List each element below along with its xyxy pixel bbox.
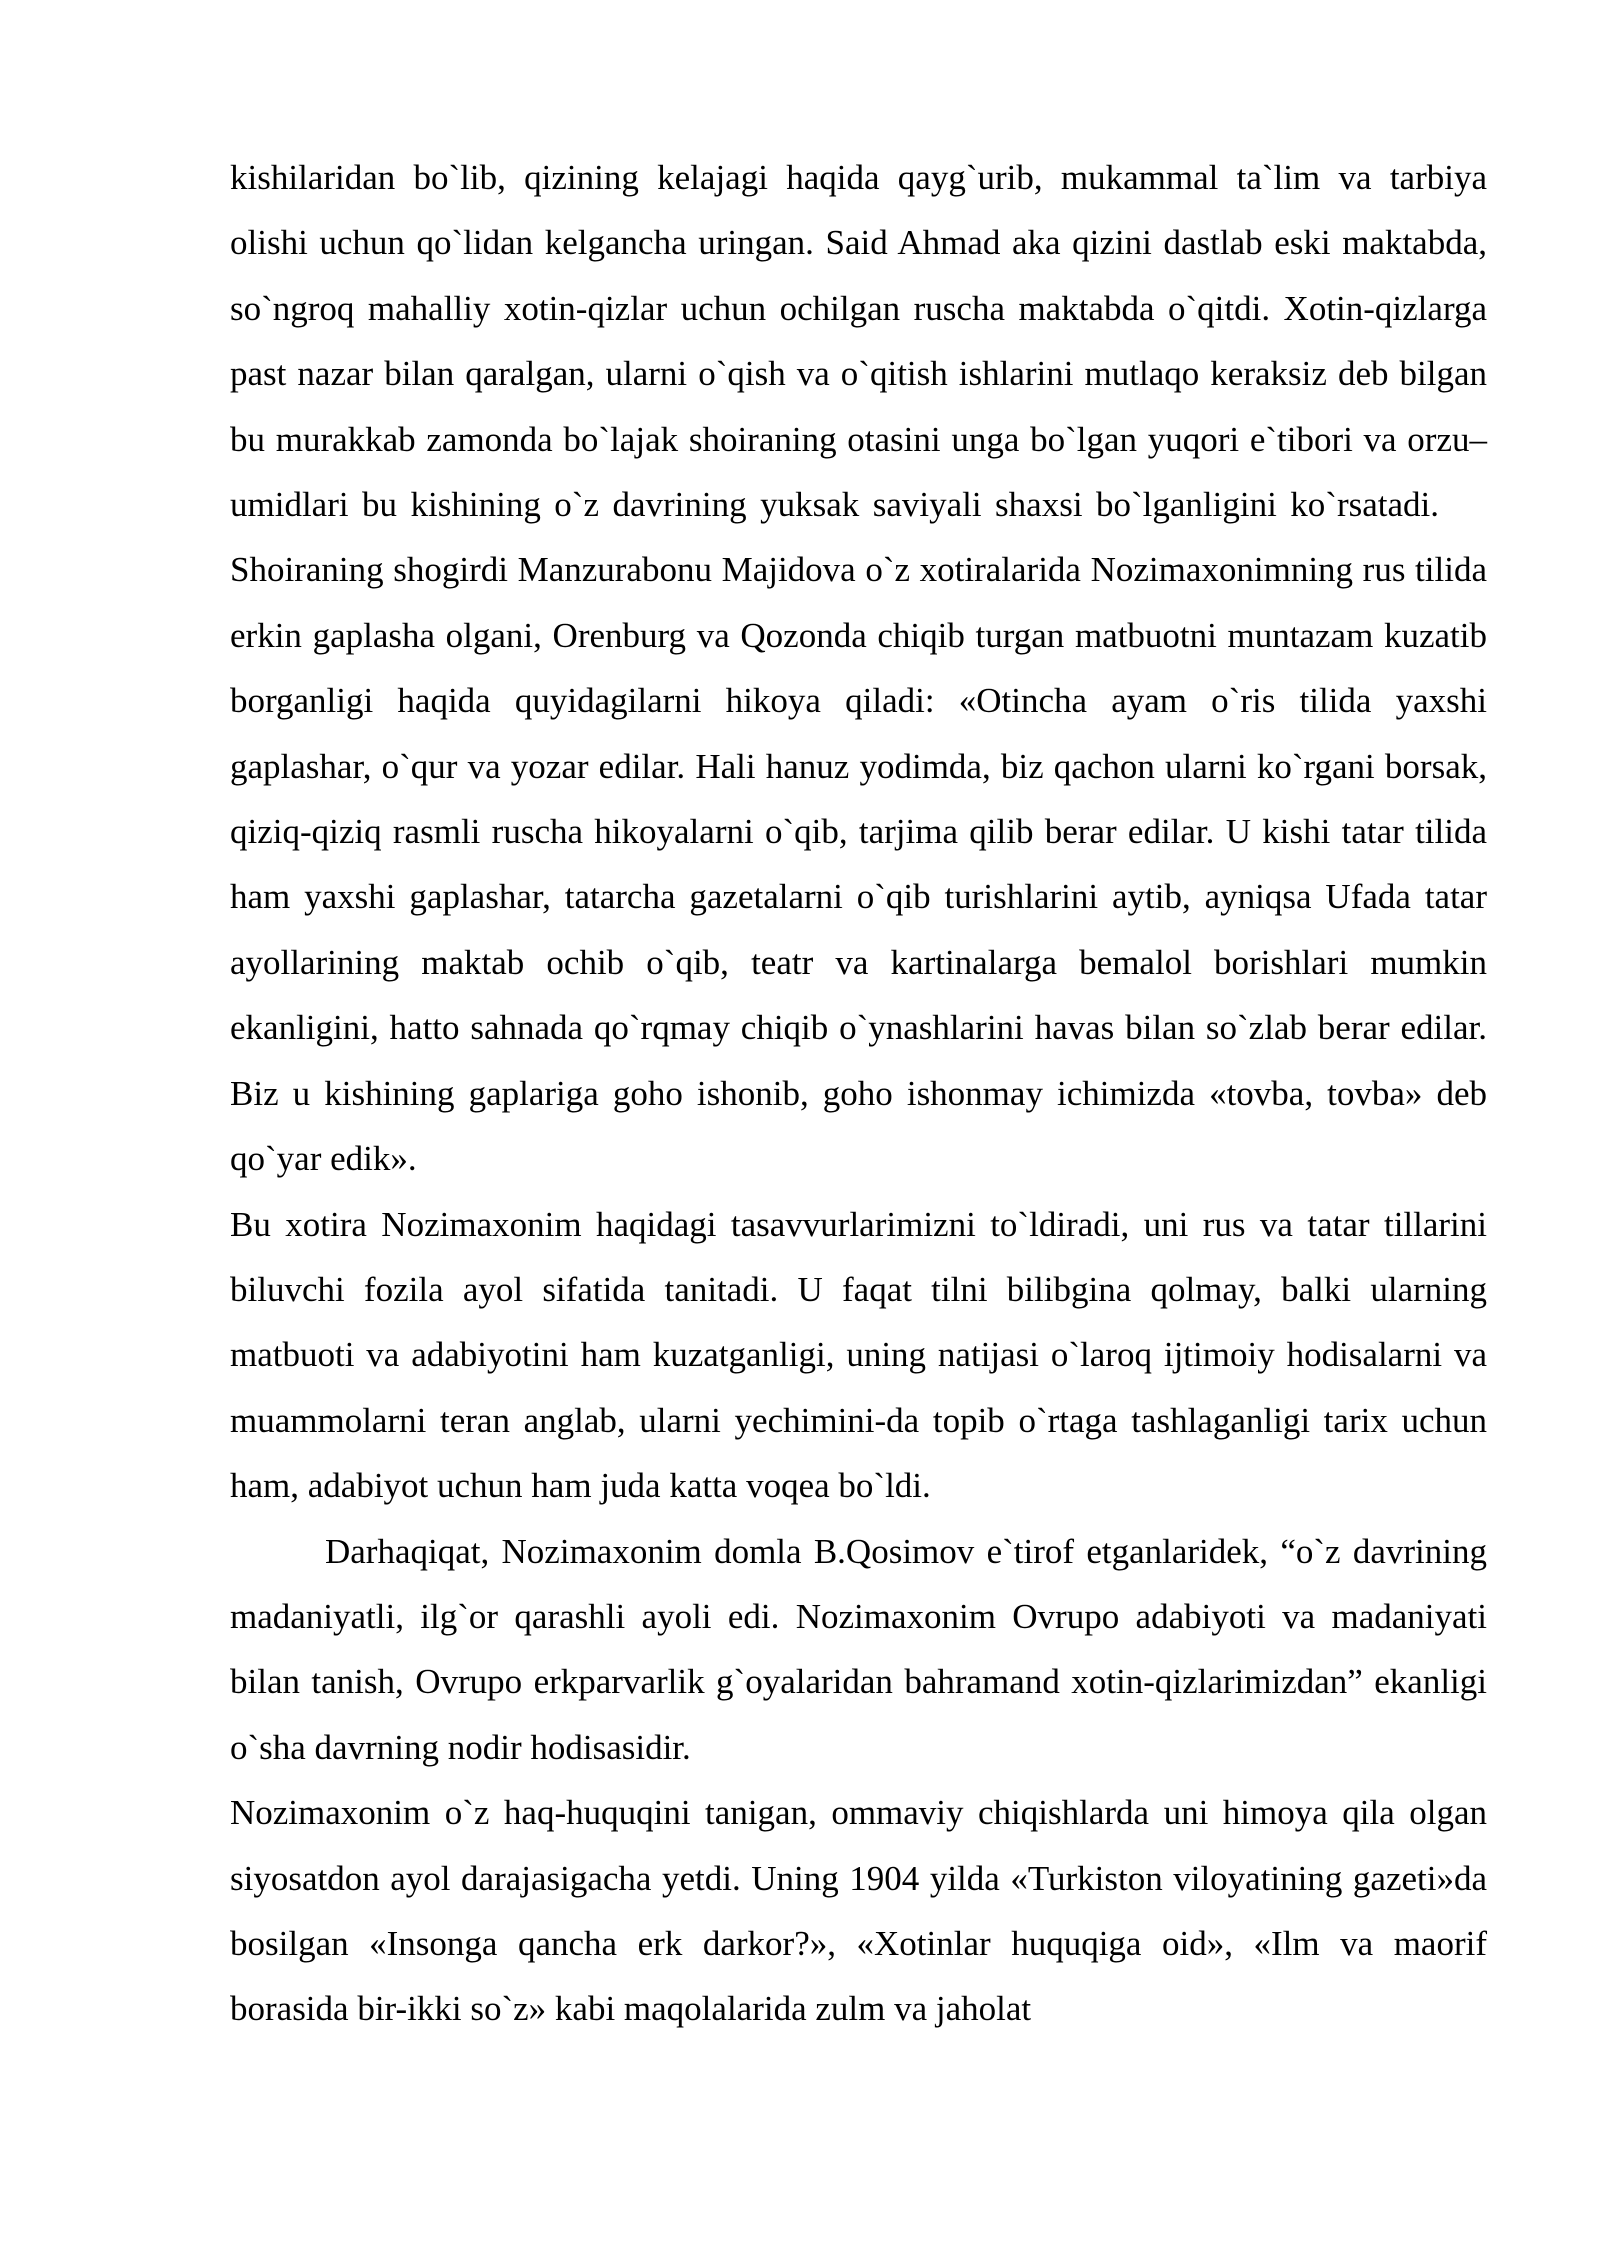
paragraph-3: Darhaqiqat, Nozimaxonim domla B.Qosimov e`tirof etganlaridek, “o`z davrining madaniyatli, ilg`or qarashli ayoli edi. Nozimaxonim Ovrupo adabiyoti va madaniyati bilan tanish, Ovrupo erkparvarlik g`oyalaridan bahramand xotin-qizlarimizdan” ekanligi o`sha davrning nodir hodisasidir. <box>230 1531 1487 1767</box>
document-page <box>230 145 1487 2042</box>
paragraph-1-part-a: kishilaridan bo`lib, qizining kelajagi haqida qayg`urib, mukammal ta`lim va tarbiya olishi uchun qo`lidan kelgancha uringan. Said Ahmad aka qizini dastlab eski maktabda, so`ngroq mahalliy xotin-qizlar uchun ochilgan ruscha maktabda o`qitdi. Xotin-qizlarga past nazar bilan qaralgan, ularni o`qish va o`qitish ishlarini mutlaqo keraksiz deb bilgan bu murakkab zamonda bo`lajak shoiraning otasini unga bo`lgan yuqori e`tibori va orzu–umidlari bu kishining o`z davrining yuksak saviyali shaxsi bo`lganligini ko`rsatadi. <box>230 158 1487 525</box>
paragraph-4: Nozimaxonim o`z haq-huquqini tanigan, ommaviy chiqishlarda uni himoya qila olgan siyosatdon ayol darajasigacha yetdi. Uning 1904 yilda «Turkiston viloyatining gazeti»da bosilgan «Insonga qancha erk darkor?», «Xotinlar huquqiga oid», «Ilm va maorif borasida bir-ikki so`z» kabi maqolalarida zulm va jaholat <box>230 1793 1487 2029</box>
paragraph-2: Bu xotira Nozimaxonim haqidagi tasavvurlarimizni to`ldiradi, uni rus va tatar tillarini biluvchi fozila ayol sifatida tanitadi. U faqat tilni bilibgina qolmay, balki ularning matbuoti va adabiyotini ham kuzatganligi, uning natijasi o`laroq ijtimoiy hodisalarni va muammolarni teran anglab, ularni yechimini-da topib o`rtaga tashlaganligi tarix uchun ham, adabiyot uchun ham juda katta voqea bo`ldi. <box>230 1204 1487 1506</box>
paragraph-1 <box>230 145 1487 1192</box>
paragraph-1-part-b: Shoiraning shogirdi Manzurabonu Majidova o`z xotiralarida Nozimaxonimning rus tilida erkin gaplasha olgani, Orenburg va Qozonda chiqib turgan matbuotni muntazam kuzatib borganligi haqida quyidagilarni hikoya qiladi: «Otincha ayam o`ris tilida yaxshi gaplashar, o`qur va yozar edilar. Hali hanuz yodimda, biz qachon ularni ko`rgani borsak, qiziq-qiziq rasmli ruscha hikoyalarni o`qib, tarjima qilib berar edilar. U kishi tatar tilida ham yaxshi gaplashar, tatarcha gazetalarni o`qib turishlarini aytib, ayniqsa Ufada tatar ayollarining maktab ochib o`qib, teatr va kartinalarga bemalol borishlari mumkin ekanligini, hatto sahnada qo`rqmay chiqib o`ynashlarini havas bilan so`zlab berar edilar. Biz u kishining gaplariga goho ishonib, goho ishonmay ichimizda «tovba, tovba» deb qo`yar edik». <box>230 550 1487 1179</box>
